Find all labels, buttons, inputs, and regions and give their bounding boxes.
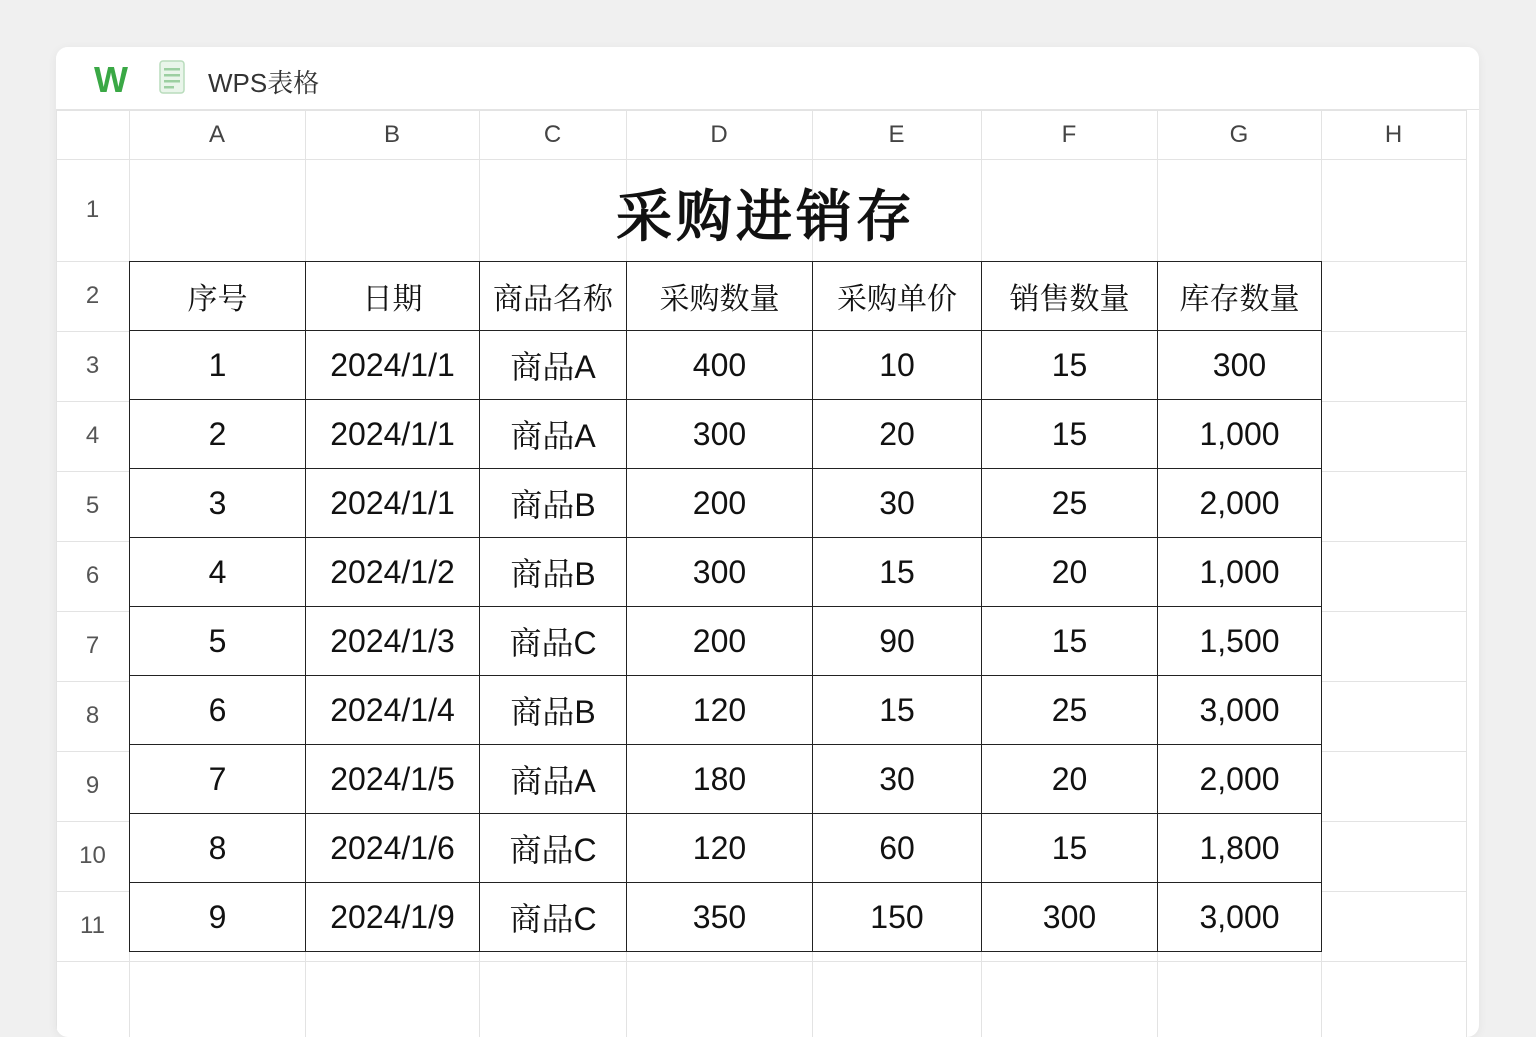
table-row — [130, 745, 1322, 814]
header-cell[interactable]: 销售数量 — [982, 262, 1158, 331]
table-row — [130, 676, 1322, 745]
table-cell[interactable]: 2024/1/1 — [306, 469, 480, 538]
table-cell[interactable]: 4 — [130, 538, 306, 607]
column-header-a[interactable]: A — [208, 120, 225, 148]
table-cell[interactable]: 15 — [813, 538, 982, 607]
table-cell[interactable]: 10 — [813, 331, 982, 400]
header-cell[interactable]: 商品名称 — [480, 262, 627, 331]
row-header-9[interactable]: 9 — [85, 772, 100, 799]
table-cell[interactable]: 商品A — [480, 400, 627, 469]
table-row — [130, 400, 1322, 469]
table-cell[interactable]: 15 — [982, 400, 1158, 469]
table-cell[interactable]: 商品C — [480, 814, 627, 883]
table-cell[interactable]: 30 — [813, 745, 982, 814]
table-cell[interactable]: 15 — [982, 607, 1158, 676]
table-cell[interactable]: 20 — [813, 400, 982, 469]
header-cell[interactable]: 采购数量 — [627, 262, 813, 331]
header-cell[interactable]: 序号 — [130, 262, 306, 331]
column-header-d[interactable]: D — [710, 120, 728, 148]
spreadsheet-window — [56, 47, 1479, 1037]
table-cell[interactable]: 60 — [813, 814, 982, 883]
table-row — [130, 883, 1322, 952]
table-cell[interactable]: 15 — [813, 676, 982, 745]
table-row — [130, 469, 1322, 538]
table-cell[interactable]: 商品B — [480, 538, 627, 607]
table-cell[interactable]: 2024/1/1 — [306, 331, 480, 400]
gridline-horizontal — [56, 961, 1466, 962]
row-header-7[interactable]: 7 — [85, 632, 100, 659]
row-header-6[interactable]: 6 — [85, 562, 100, 589]
gridline-horizontal — [56, 159, 1466, 160]
row-header-3[interactable]: 3 — [85, 352, 100, 379]
table-row — [130, 331, 1322, 400]
column-header-b[interactable]: B — [383, 120, 400, 148]
table-cell[interactable]: 300 — [627, 400, 813, 469]
table-cell[interactable]: 1,000 — [1158, 538, 1322, 607]
wps-logo-icon: W — [94, 59, 124, 100]
table-cell[interactable]: 20 — [982, 538, 1158, 607]
table-cell[interactable]: 2 — [130, 400, 306, 469]
row-header-4[interactable]: 4 — [85, 422, 100, 449]
table-cell[interactable]: 400 — [627, 331, 813, 400]
table-cell[interactable]: 8 — [130, 814, 306, 883]
row-header-2[interactable]: 2 — [85, 282, 100, 309]
table-cell[interactable]: 商品A — [480, 745, 627, 814]
table-cell[interactable]: 30 — [813, 469, 982, 538]
table-cell[interactable]: 3,000 — [1158, 676, 1322, 745]
table-cell[interactable]: 2024/1/6 — [306, 814, 480, 883]
table-cell[interactable]: 180 — [627, 745, 813, 814]
table-cell[interactable]: 20 — [982, 745, 1158, 814]
table-cell[interactable]: 200 — [627, 607, 813, 676]
table-cell[interactable]: 300 — [1158, 331, 1322, 400]
table-cell[interactable]: 2024/1/4 — [306, 676, 480, 745]
column-header-c[interactable]: C — [543, 120, 562, 148]
table-cell[interactable]: 1 — [130, 331, 306, 400]
table-cell[interactable]: 300 — [627, 538, 813, 607]
table-cell[interactable]: 2024/1/1 — [306, 400, 480, 469]
table-cell[interactable]: 5 — [130, 607, 306, 676]
row-header-5[interactable]: 5 — [85, 492, 100, 519]
table-cell[interactable]: 90 — [813, 607, 982, 676]
table-cell[interactable]: 商品C — [480, 607, 627, 676]
table-row — [130, 538, 1322, 607]
column-header-e[interactable]: E — [888, 120, 905, 148]
table-cell[interactable]: 2024/1/3 — [306, 607, 480, 676]
table-cell[interactable]: 3 — [130, 469, 306, 538]
column-header-h[interactable]: H — [1384, 120, 1403, 148]
table-cell[interactable]: 200 — [627, 469, 813, 538]
table-cell[interactable]: 商品B — [480, 469, 627, 538]
header-cell[interactable]: 日期 — [306, 262, 480, 331]
data-table — [129, 261, 1322, 952]
table-cell[interactable]: 商品A — [480, 331, 627, 400]
row-header-11[interactable]: 11 — [80, 912, 105, 939]
table-cell[interactable]: 15 — [982, 814, 1158, 883]
table-cell[interactable]: 2,000 — [1158, 469, 1322, 538]
table-cell[interactable]: 3,000 — [1158, 883, 1322, 952]
row-header-8[interactable]: 8 — [85, 702, 100, 729]
table-cell[interactable]: 2024/1/2 — [306, 538, 480, 607]
table-cell[interactable]: 1,800 — [1158, 814, 1322, 883]
table-row — [130, 814, 1322, 883]
table-cell[interactable]: 7 — [130, 745, 306, 814]
table-cell[interactable]: 25 — [982, 469, 1158, 538]
table-header-row — [130, 262, 1322, 331]
table-cell[interactable]: 150 — [813, 883, 982, 952]
row-header-10[interactable]: 10 — [79, 842, 106, 869]
sheet-title[interactable]: 采购进销存 — [616, 185, 916, 250]
app-title: WPS表格 — [208, 68, 320, 98]
table-cell[interactable]: 商品C — [480, 883, 627, 952]
table-cell[interactable]: 9 — [130, 883, 306, 952]
table-cell[interactable]: 350 — [627, 883, 813, 952]
table-cell[interactable]: 商品B — [480, 676, 627, 745]
table-cell[interactable]: 120 — [627, 814, 813, 883]
gridline-vertical — [1466, 110, 1467, 1037]
header-cell[interactable]: 采购单价 — [813, 262, 982, 331]
table-cell[interactable]: 2024/1/9 — [306, 883, 480, 952]
table-cell[interactable]: 120 — [627, 676, 813, 745]
table-cell[interactable]: 15 — [982, 331, 1158, 400]
row-header-1[interactable]: 1 — [85, 196, 100, 223]
column-header-g[interactable]: G — [1229, 120, 1249, 148]
table-cell[interactable]: 1,500 — [1158, 607, 1322, 676]
header-cell[interactable]: 库存数量 — [1158, 262, 1322, 331]
column-header-f[interactable]: F — [1061, 120, 1077, 148]
table-cell[interactable]: 300 — [982, 883, 1158, 952]
table-row — [130, 607, 1322, 676]
table-cell[interactable]: 6 — [130, 676, 306, 745]
table-cell[interactable]: 25 — [982, 676, 1158, 745]
table-cell[interactable]: 1,000 — [1158, 400, 1322, 469]
table-cell[interactable]: 2,000 — [1158, 745, 1322, 814]
table-cell[interactable]: 2024/1/5 — [306, 745, 480, 814]
